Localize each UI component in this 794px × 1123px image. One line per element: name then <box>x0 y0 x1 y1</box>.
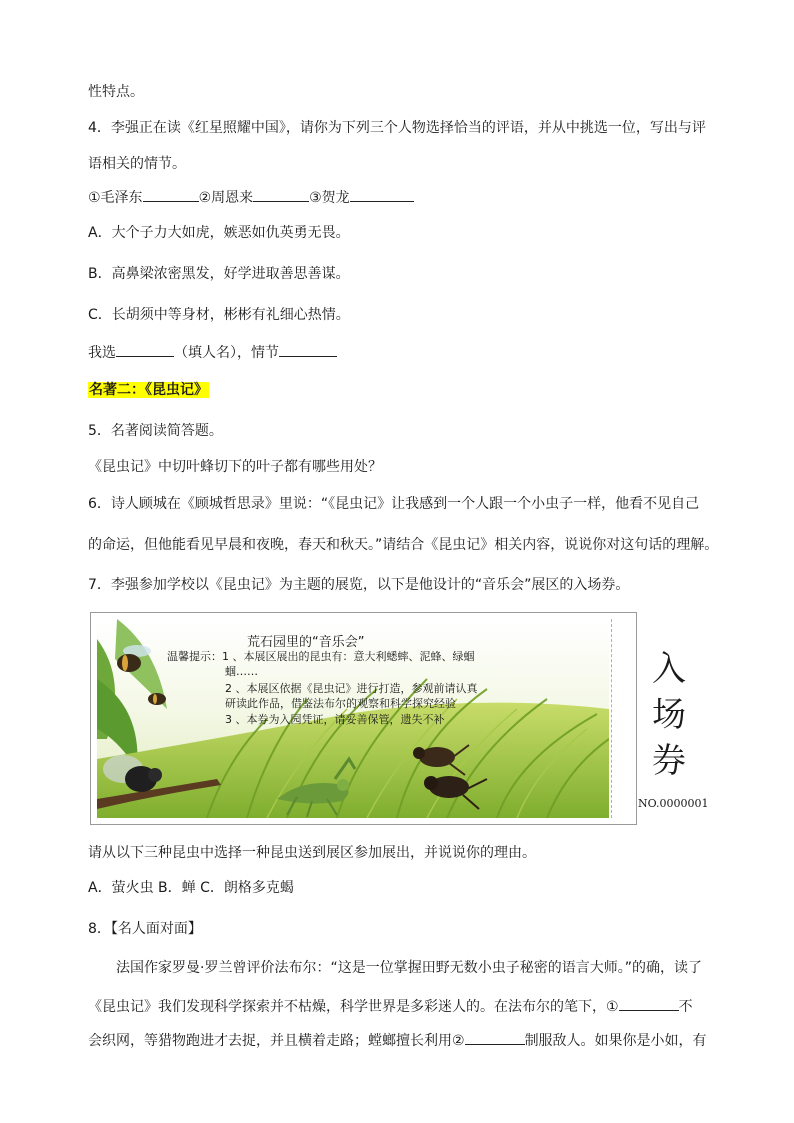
question-6-line2: 的命运，但他能看见早晨和夜晚，春天和秋天。”请结合《昆虫记》相关内容，说说你对这句话的理解。 <box>88 537 719 553</box>
person-1-label: ①毛泽东 <box>88 190 143 206</box>
question-7-options: A．萤火虫 B．蝉 C．朗格多克蝎 <box>88 880 294 896</box>
ticket-title: 荒石园里的“音乐会” <box>247 635 365 650</box>
section-2-heading <box>88 380 209 400</box>
choose-label: 我选 <box>88 345 116 361</box>
stub-char-3: 券 <box>652 741 686 781</box>
person-2-blank[interactable] <box>253 187 309 202</box>
stub-char-1: 入 <box>652 649 686 689</box>
person-2-label: ②周恩来 <box>198 190 254 206</box>
choose-line <box>88 342 337 363</box>
q8-p2-text-b: 不 <box>678 999 693 1015</box>
q8-blank-2[interactable] <box>465 1030 525 1045</box>
admission-ticket <box>90 612 709 825</box>
person-3-label: ③贺龙 <box>309 190 350 206</box>
option-a: A．大个子力大如虎，嫉恶如仇英勇无畏。 <box>88 225 350 241</box>
choose-plot-blank[interactable] <box>279 342 337 357</box>
question-8-para1: 法国作家罗曼·罗兰曾评价法布尔：“这是一位掌握田野无数小虫子秘密的语言大师。”的确，读了 <box>116 960 702 976</box>
question-4-line1: 4．李强正在读《红星照耀中国》，请你为下列三个人物选择恰当的评语，并从中挑选一位，写出与评 <box>88 120 706 136</box>
choose-plot-label: （填人名），情节 <box>174 345 279 361</box>
person-1-blank[interactable] <box>143 187 199 202</box>
ticket-stub <box>611 619 722 818</box>
question-7-sub: 请从以下三种昆虫中选择一种昆虫送到展区参加展出，并说说你的理由。 <box>88 845 536 861</box>
ticket-illustration <box>97 619 609 818</box>
person-blanks <box>88 187 414 208</box>
question-8-para2 <box>88 996 693 1017</box>
question-8-para3 <box>88 1030 707 1051</box>
ticket-tip-2: 2 、本展区依据《昆虫记》进行打造，参观前请认真 <box>225 682 478 695</box>
ticket-tip-2-cont: 研读此作品，借鉴法布尔的观察和科学探究经验 <box>225 697 456 710</box>
question-6-line1: 6．诗人顾城在《顾城哲思录》里说：“《昆虫记》让我感到一个人跟一个小虫子一样，他看不见自己 <box>88 496 700 512</box>
line-trait: 性特点。 <box>88 84 144 100</box>
choose-name-blank[interactable] <box>116 342 174 357</box>
ticket-tip-1-cont: 蝈…… <box>225 665 258 678</box>
ticket-tip-1: 温馨提示：1 、本展区展出的昆虫有：意大利蟋蟀、泥蜂、绿蝈 <box>167 650 475 663</box>
question-5: 5．名著阅读简答题。 <box>88 423 223 439</box>
stub-char-2: 场 <box>652 695 686 735</box>
question-4-line2: 语相关的情节。 <box>88 156 186 172</box>
ticket-tip-3: 3 、本券为入园凭证，请妥善保管，遗失不补 <box>225 713 445 726</box>
section-2-title: 名著二：《昆虫记》 <box>89 382 208 398</box>
option-c: C．长胡须中等身材，彬彬有礼细心热情。 <box>88 307 350 323</box>
person-3-blank[interactable] <box>350 187 414 202</box>
q8-p2-text-a: 《昆虫记》我们发现科学探索并不枯燥，科学世界是多彩迷人的。在法布尔的笔下，① <box>88 999 619 1015</box>
bee-icon <box>148 693 166 705</box>
q8-p3-text-a: 会织网，等猎物跑进才去捉，并且横着走路；螳螂擅长利用② <box>88 1033 465 1049</box>
question-7: 7．李强参加学校以《昆虫记》为主题的展览，以下是他设计的“音乐会”展区的入场券。 <box>88 577 630 593</box>
q8-p3-text-b: 制服敌人。如果你是小如，有 <box>524 1033 707 1049</box>
q8-blank-1[interactable] <box>619 996 679 1011</box>
option-b: B．高鼻梁浓密黑发，好学进取善思善谋。 <box>88 266 350 282</box>
question-5-sub: 《昆虫记》中切叶蜂切下的叶子都有哪些用处？ <box>88 459 382 475</box>
question-8: 8．【名人面对面】 <box>88 921 202 937</box>
ticket-number: NO.0000001 <box>638 797 709 810</box>
